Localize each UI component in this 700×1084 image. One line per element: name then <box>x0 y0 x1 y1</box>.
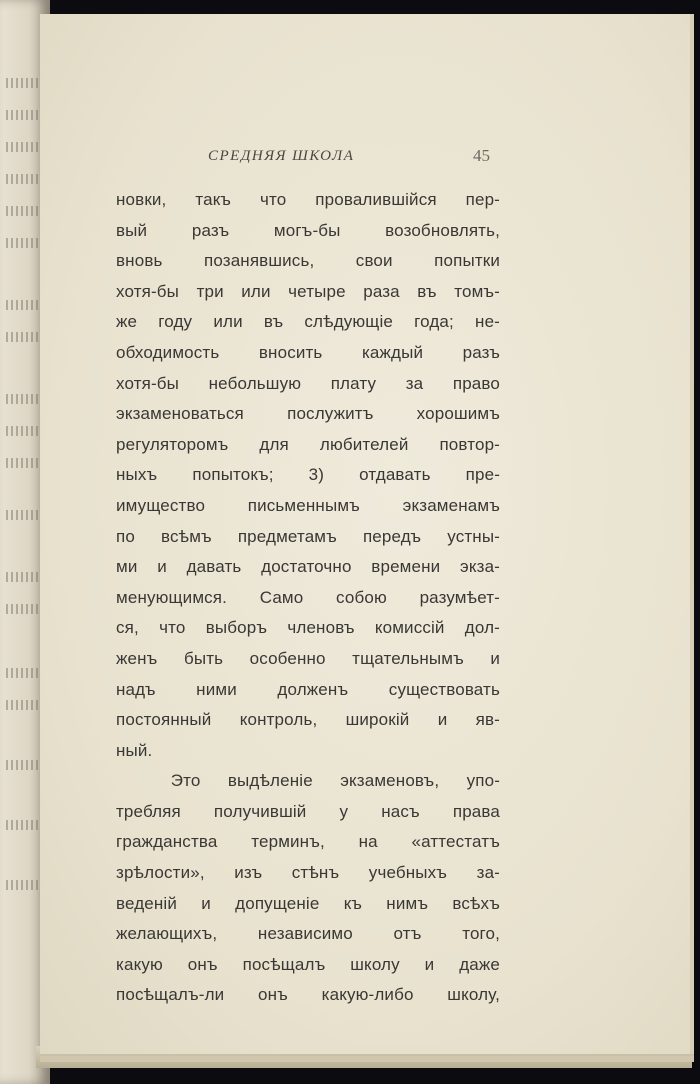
text-line: вый разъ могъ-бы возобновлять, <box>116 220 500 240</box>
text-line: менующимся. Само собою разумѣет- <box>116 587 500 607</box>
text-line: ся, что выборъ членовъ комиссій дол- <box>116 618 500 638</box>
page-header <box>40 138 690 178</box>
text-line: женъ быть особенно тщательнымъ и <box>116 648 500 668</box>
page-number: 45 <box>473 146 490 165</box>
book-page <box>40 14 694 1054</box>
text-line: регуляторомъ для любителей повтор- <box>116 434 500 454</box>
text-line: вновь позанявшись, свои попытки <box>116 251 500 271</box>
text-line: гражданства терминъ, на «аттестатъ <box>116 832 500 852</box>
text-line: имущество письменнымъ экзаменамъ <box>116 495 500 515</box>
text-line: желающихъ, независимо отъ того, <box>116 924 500 944</box>
text-line: же году или въ слѣдующіе года; не- <box>116 312 500 332</box>
text-line: экзаменоваться послужитъ хорошимъ <box>116 404 500 424</box>
text-line: ный. <box>116 740 153 760</box>
text-line: зрѣлости», изъ стѣнъ учебныхъ за- <box>116 863 500 883</box>
text-line: хотя-бы небольшую плату за право <box>116 373 500 393</box>
text-line: требляя получившій у насъ права <box>116 801 500 821</box>
text-line: обходимость вносить каждый разъ <box>116 342 500 362</box>
paragraph-start-line: Это выдѣленіе экзаменовъ, упо- <box>116 771 500 791</box>
text-line: какую онъ посѣщалъ школу и даже <box>116 954 500 974</box>
text-line: ми и давать достаточно времени экза- <box>116 557 500 577</box>
text-line: новки, такъ что провалившійся пер- <box>116 190 500 209</box>
text-line: постоянный контроль, широкій и яв- <box>116 710 500 730</box>
body-text <box>116 185 500 1011</box>
text-line: веденій и допущеніе къ нимъ всѣхъ <box>116 893 500 913</box>
text-line: по всѣмъ предметамъ передъ устны- <box>116 526 500 546</box>
text-line: хотя-бы три или четыре раза въ томъ- <box>116 281 500 301</box>
running-title: СРЕДНЯЯ ШКОЛА <box>208 148 355 164</box>
text-line: ныхъ попытокъ; 3) отдавать пре- <box>116 465 500 485</box>
text-line: надъ ними долженъ существовать <box>116 679 500 699</box>
text-line: посѣщалъ-ли онъ какую-либо школу, <box>116 985 500 1005</box>
